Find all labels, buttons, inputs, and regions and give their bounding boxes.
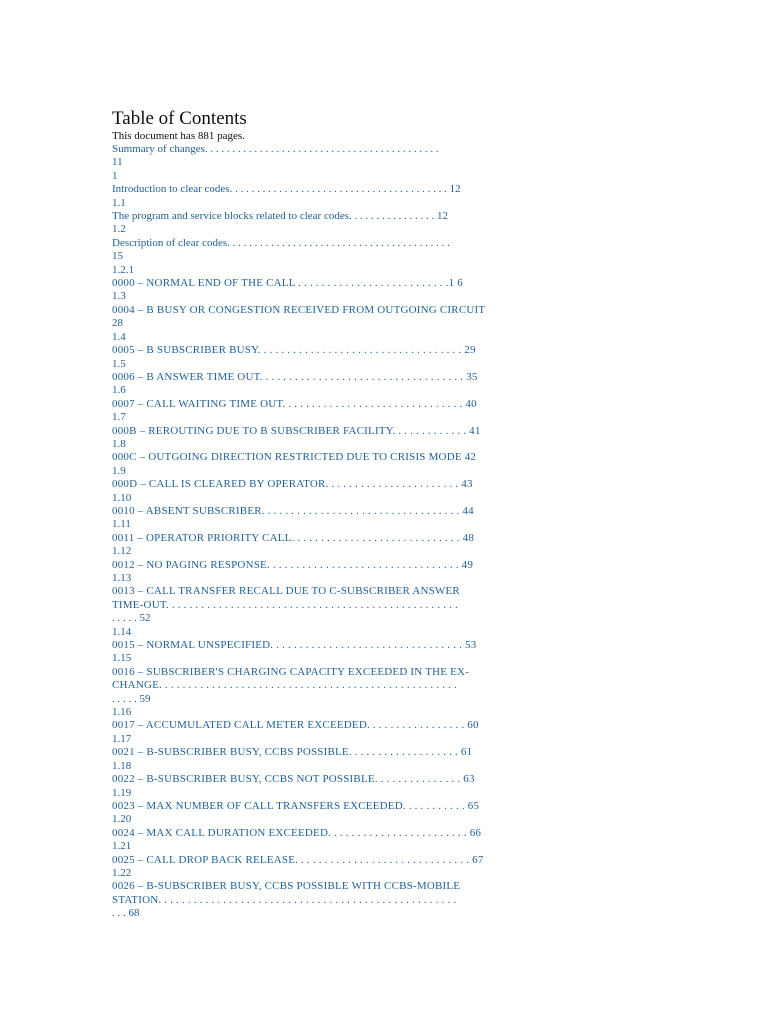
- toc-entry-line[interactable]: 0007 – CALL WAITING TIME OUT. . . . . . . . . . . . . . . . . . . . . . . . . . . . . . . 40: [112, 397, 477, 410]
- toc-entry-line[interactable]: 1.4: [112, 330, 126, 343]
- toc-entry-line[interactable]: 0005 – B SUBSCRIBER BUSY. . . . . . . . . . . . . . . . . . . . . . . . . . . . . . . . . . . 29: [112, 344, 476, 357]
- toc-entry-line[interactable]: 1.2.1: [112, 263, 134, 276]
- toc-entry-line[interactable]: Introduction to clear codes. . . . . . . . . . . . . . . . . . . . . . . . . . . . . . . . . . . . . . . . 12: [112, 183, 461, 196]
- toc-entry-line[interactable]: 0010 – ABSENT SUBSCRIBER. . . . . . . . . . . . . . . . . . . . . . . . . . . . . . . . . . 44: [112, 504, 474, 517]
- toc-entry-line[interactable]: 15: [112, 250, 123, 263]
- toc-entry-line[interactable]: 0015 – NORMAL UNSPECIFIED. . . . . . . . . . . . . . . . . . . . . . . . . . . . . . . . . 53: [112, 639, 477, 652]
- toc-entry-line[interactable]: 1.3: [112, 290, 126, 303]
- toc-entry-line[interactable]: 1.18: [112, 759, 132, 772]
- toc-entry-line[interactable]: 1.19: [112, 786, 132, 799]
- toc-entry-line[interactable]: 0006 – B ANSWER TIME OUT. . . . . . . . . . . . . . . . . . . . . . . . . . . . . . . . . . . 35: [112, 370, 478, 383]
- toc-entry-line[interactable]: 1.20: [112, 813, 132, 826]
- toc-entry-line[interactable]: 0004 – B BUSY OR CONGESTION RECEIVED FROM OUTGOING CIRCUIT: [112, 303, 486, 316]
- toc-entry-line[interactable]: 0023 – MAX NUMBER OF CALL TRANSFERS EXCEEDED. . . . . . . . . . . 65: [112, 799, 480, 812]
- toc-entry-line[interactable]: 000D – CALL IS CLEARED BY OPERATOR. . . . . . . . . . . . . . . . . . . . . . . 43: [112, 478, 473, 491]
- toc-entry-line[interactable]: 1.17: [112, 732, 132, 745]
- toc-entry-line[interactable]: 0025 – CALL DROP BACK RELEASE. . . . . . . . . . . . . . . . . . . . . . . . . . . . . . 67: [112, 853, 484, 866]
- toc-entry-line[interactable]: Description of clear codes. . . . . . . . . . . . . . . . . . . . . . . . . . . . . . . . . . . . . . . . .: [112, 236, 450, 249]
- toc-entry-line[interactable]: 1.2: [112, 223, 126, 236]
- toc-entry-line[interactable]: 1.15: [112, 652, 132, 665]
- toc-entry-line[interactable]: 1.16: [112, 706, 132, 719]
- toc-entry-line[interactable]: 1.13: [112, 572, 132, 584]
- page-title: Table of Contents: [112, 108, 247, 129]
- toc-entry-line[interactable]: 000B – REROUTING DUE TO B SUBSCRIBER FACILITY. . . . . . . . . . . . . 41: [112, 424, 481, 437]
- toc-entry-line[interactable]: TIME-OUT. . . . . . . . . . . . . . . . . . . . . . . . . . . . . . . . . . . . . . . . . . . . . . . . . .: [112, 598, 458, 611]
- toc-entry-line[interactable]: 0026 – B-SUBSCRIBER BUSY, CCBS POSSIBLE WITH CCBS-MOBILE: [112, 880, 461, 893]
- toc-entry-line[interactable]: 0011 – OPERATOR PRIORITY CALL. . . . . . . . . . . . . . . . . . . . . . . . . . . . . 48: [112, 531, 475, 544]
- toc-entry-line[interactable]: The program and service blocks related to clear codes. . . . . . . . . . . . . . . . 12: [112, 210, 449, 223]
- toc-entry-line[interactable]: 000C – OUTGOING DIRECTION RESTRICTED DUE TO CRISIS MODE 42: [112, 451, 477, 464]
- toc-entry-line[interactable]: 1.7: [112, 411, 126, 424]
- toc-entry-line[interactable]: 0021 – B-SUBSCRIBER BUSY, CCBS POSSIBLE. . . . . . . . . . . . . . . . . . . 61: [112, 746, 473, 759]
- toc-entry-line[interactable]: 0000 – NORMAL END OF THE CALL . . . . . . . . . . . . . . . . . . . . . . . . . .1 6: [112, 277, 463, 290]
- toc-entry-line[interactable]: 1.8: [112, 437, 126, 450]
- toc-entry-line[interactable]: 1.14: [112, 625, 132, 638]
- toc-entry-line[interactable]: Summary of changes. . . . . . . . . . . . . . . . . . . . . . . . . . . . . . . . . . . . . . . . . . .: [112, 143, 439, 155]
- toc-entry-line[interactable]: 1.12: [112, 545, 132, 558]
- toc-entry-line[interactable]: 0017 – ACCUMULATED CALL METER EXCEEDED. . . . . . . . . . . . . . . . . 60: [112, 719, 479, 732]
- toc-entry-line[interactable]: 1.6: [112, 384, 126, 397]
- toc-entry-line[interactable]: 0024 – MAX CALL DURATION EXCEEDED. . . . . . . . . . . . . . . . . . . . . . . . 66: [112, 826, 482, 839]
- toc-entry-line[interactable]: . . . . . 59: [112, 692, 151, 705]
- toc-entry-line[interactable]: STATION. . . . . . . . . . . . . . . . . . . . . . . . . . . . . . . . . . . . . . . . . . . . . . . . . . .: [112, 893, 457, 906]
- toc-entry-line[interactable]: 1.22: [112, 866, 132, 879]
- toc-entry-line[interactable]: CHANGE. . . . . . . . . . . . . . . . . . . . . . . . . . . . . . . . . . . . . . . . . . . . . . . . . . .: [112, 679, 457, 692]
- toc-entry-line[interactable]: 0013 – CALL TRANSFER RECALL DUE TO C-SUBSCRIBER ANSWER: [112, 585, 460, 598]
- toc-entry-line[interactable]: 0022 – B-SUBSCRIBER BUSY, CCBS NOT POSSIBLE. . . . . . . . . . . . . . . 63: [112, 773, 475, 786]
- toc-entry-line[interactable]: 11: [112, 156, 123, 169]
- toc-entry-line[interactable]: 0012 – NO PAGING RESPONSE. . . . . . . . . . . . . . . . . . . . . . . . . . . . . . . . . 49: [112, 558, 474, 571]
- toc-entry-line[interactable]: 28: [112, 317, 123, 330]
- toc-entry-line[interactable]: . . . . . 52: [112, 612, 151, 625]
- toc-entry-line[interactable]: . . . 68: [112, 907, 140, 920]
- toc-entry-line[interactable]: 1.10: [112, 491, 132, 504]
- toc-entry-line[interactable]: 1.5: [112, 357, 126, 370]
- toc-entry-line[interactable]: 1.1: [112, 196, 126, 209]
- toc-entry-line[interactable]: 1.11: [112, 518, 131, 531]
- page-count-note: This document has 881 pages.: [112, 130, 245, 142]
- toc-entry-line[interactable]: 1.21: [112, 840, 132, 853]
- toc-entry-line[interactable]: 1.9: [112, 464, 126, 477]
- document-page: [112, 108, 657, 921]
- table-of-contents: [112, 143, 657, 921]
- toc-entry-line[interactable]: 1: [112, 169, 118, 182]
- toc-entry-line[interactable]: 0016 – SUBSCRIBER'S CHARGING CAPACITY EXCEEDED IN THE EX-: [112, 665, 470, 678]
